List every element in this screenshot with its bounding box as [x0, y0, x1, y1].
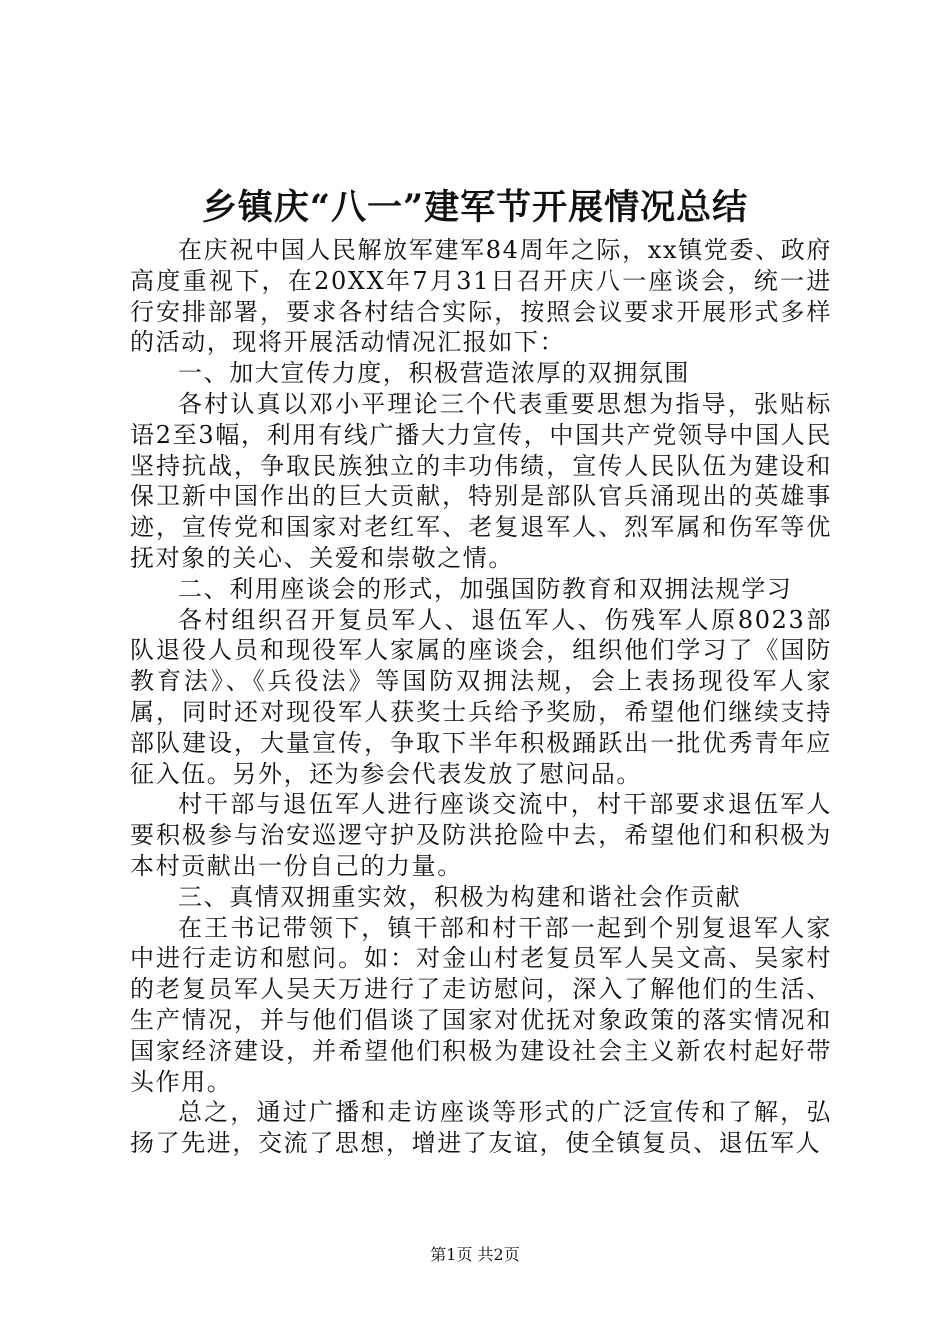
- document-body: [130, 235, 832, 1159]
- document-title: 乡镇庆“八一”建军节开展情况总结: [201, 187, 749, 228]
- summary-paragraph: 总之，通过广播和走访座谈等形式的广泛宣传和了解，弘扬了先进，交流了思想，增进了友谊，使全镇复员、退伍军人: [130, 1098, 832, 1158]
- section-2-paragraph-1: 各村组织召开复员军人、退伍军人、伤残军人原8023部队退役人员和现役军人家属的座谈会，组织他们学习了《国防教育法》、《兵役法》等国防双拥法规，会上表扬现役军人家属，同时还对现役军人获奖士兵给予奖励，希望他们继续支持部队建设，大量宣传，争取下半年积极踊跃出一批优秀青年应征入伍。另外，还为参会代表发放了慰问品。: [130, 605, 832, 788]
- section-1-paragraph: 各村认真以邓小平理论三个代表重要思想为指导，张贴标语2至3幅，利用有线广播大力宣传，中国共产党领导中国人民坚持抗战，争取民族独立的丰功伟绩，宣传人民队伍为建设和保卫新中国作出的巨大贡献，特别是部队官兵涌现出的英雄事迹，宣传党和国家对老红军、老复退军人、烈军属和伤军等优抚对象的关心、关爱和崇敬之情。: [130, 389, 832, 572]
- section-heading-3: 三、真情双拥重实效，积极为构建和谐社会作贡献: [178, 882, 742, 911]
- section-heading-2: 二、利用座谈会的形式，加强国防教育和双拥法规学习: [178, 574, 793, 603]
- section-2-paragraph-2: 村干部与退伍军人进行座谈交流中，村干部要求退伍军人要积极参与治安巡逻守护及防洪抢险中去，希望他们和积极为本村贡献出一份自己的力量。: [130, 790, 832, 880]
- section-heading-1: 一、加大宣传力度，积极营造浓厚的双拥氛围: [178, 359, 690, 388]
- page-footer: 第1页 共2页: [430, 1245, 520, 1264]
- intro-paragraph: 在庆祝中国人民解放军建军84周年之际，xx镇党委、政府高度重视下，在20XX年7月31日召开庆八一座谈会，统一进行安排部署，要求各村结合实际，按照会议要求开展形式多样的活动，现将开展活动情况汇报如下：: [130, 236, 832, 357]
- section-3-paragraph: 在王书记带领下，镇干部和村干部一起到个别复退军人家中进行走访和慰问。如：对金山村老复员军人吴文高、吴家村的老复员军人吴天万进行了走访慰问，深入了解他们的生活、生产情况，并与他们倡谈了国家对优抚对象政策的落实情况和国家经济建设，并希望他们积极为建设社会主义新农村起好带头作用。: [130, 913, 832, 1096]
